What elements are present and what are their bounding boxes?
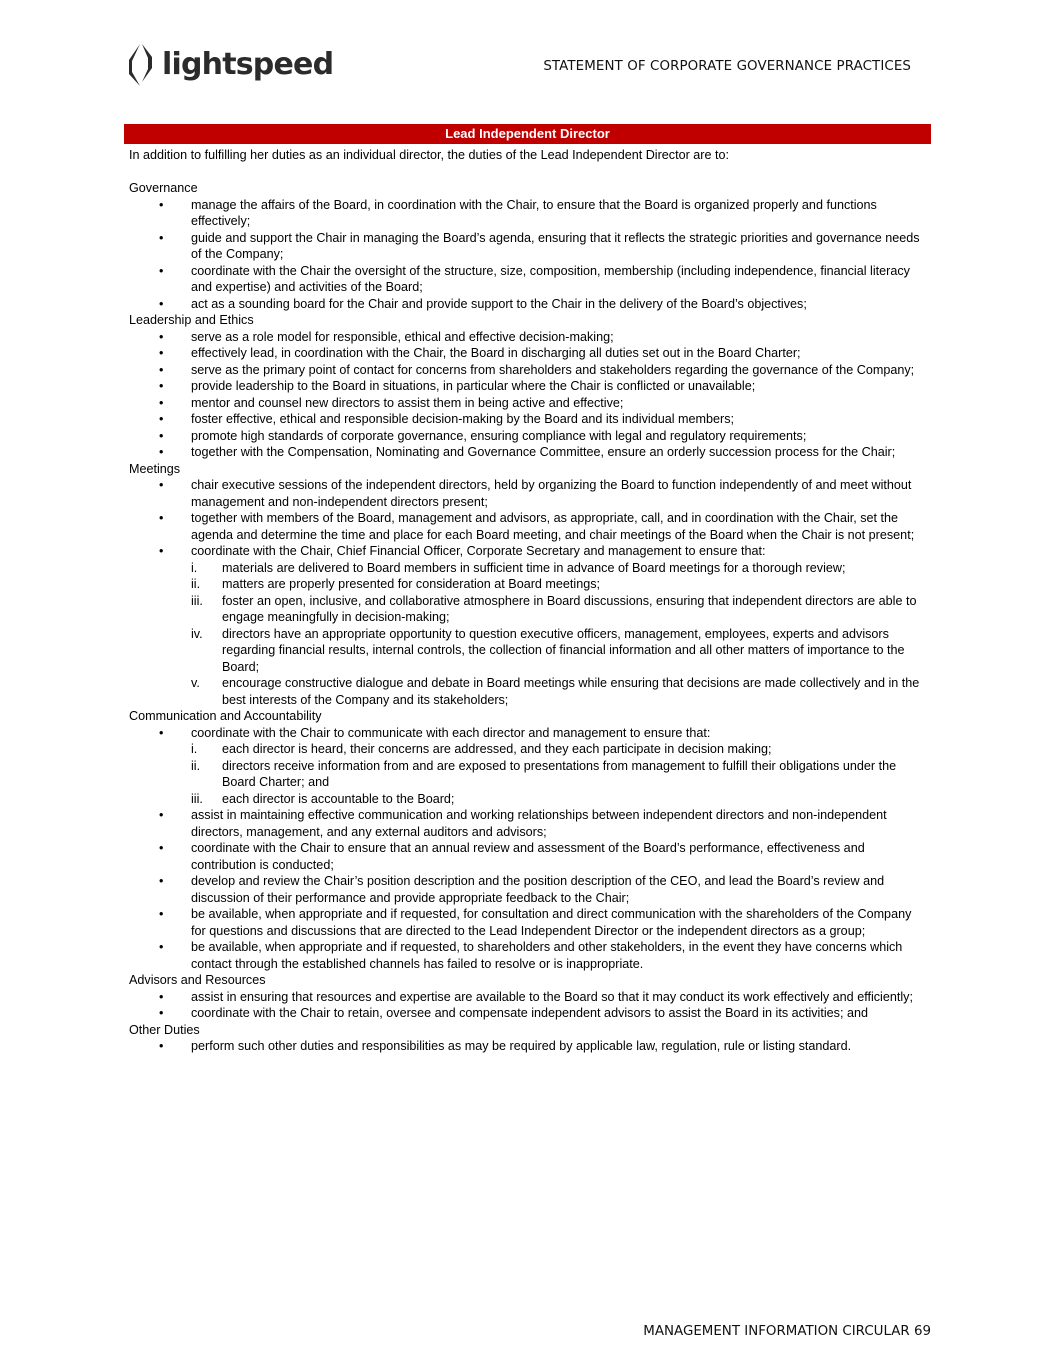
list-item-text: foster effective, ethical and responsible decision-making by the Board and its individual members; (191, 412, 734, 426)
section-heading: Advisors and Resources (129, 973, 266, 987)
list-item (129, 840, 929, 873)
list-item-text: assist in maintaining effective communication and working relationships between independent directors and non-independent directors, management, and any external auditors and advisors; (191, 808, 887, 839)
sublist-item (129, 560, 929, 577)
list-item (129, 906, 929, 939)
list-item (129, 477, 929, 510)
sublist-item-text: directors receive information from and are exposed to presentations from management to fulfill their obligations under the Board Charter; and (222, 758, 897, 789)
roman-numeral: ii. (191, 758, 201, 773)
list-item-text: promote high standards of corporate governance, ensuring compliance with legal and regulatory requirements; (191, 428, 807, 443)
logo-wordmark: lightspeed (162, 47, 334, 82)
list-item-text: effectively lead, in coordination with the Chair, the Board in discharging all duties set out in the Board Charter; (191, 346, 801, 360)
document-body (129, 147, 929, 1055)
list-item-text: mentor and counsel new directors to assist them in being active and effective; (191, 395, 624, 410)
list-item-text: be available, when appropriate and if requested, to shareholders and other stakeholders, in the event they have concerns which contact through the established channels has failed to resolve or is inappropriate. (191, 940, 903, 971)
list-item-text: be available, when appropriate and if requested, for consultation and direct communication with the shareholders of the Company for questions and discussions that are directed to the Lead Independent Director or the independent directors as a group; (191, 907, 912, 938)
bullet-list (129, 197, 929, 313)
roman-numeral: i. (191, 560, 198, 575)
sublist-item (129, 626, 929, 676)
sublist-item-text: materials are delivered to Board members in sufficient time in advance of Board meetings for a thorough review; (222, 560, 846, 575)
sublist-item (129, 675, 929, 708)
list-item (129, 378, 929, 395)
list-item-text: develop and review the Chair’s position description and the position description of the CEO, and lead the Board’s review and discussion of their performance and provide appropriate feedback to the Chair; (191, 874, 885, 905)
list-item (129, 807, 929, 840)
list-item-text: perform such other duties and responsibilities as may be required by applicable law, regulation, rule or listing standard. (191, 1039, 852, 1053)
list-item (129, 411, 929, 428)
roman-numeral: ii. (191, 577, 201, 591)
sublist-item (129, 791, 929, 808)
section-heading: Leadership and Ethics (129, 313, 254, 327)
sublist-item-text: each director is accountable to the Board; (222, 791, 455, 806)
list-item (129, 428, 929, 445)
numbered-sublist (191, 560, 929, 709)
section-heading: Governance (129, 181, 198, 195)
list-item-text: coordinate with the Chair to communicate with each director and management to ensure that: (191, 725, 711, 740)
list-item-text: coordinate with the Chair to ensure that an annual review and assessment of the Board’s performance, effectiveness and contribution is conducted; (191, 841, 865, 872)
section-title-bar: Lead Independent Director (124, 124, 931, 144)
sublist-item-text: encourage constructive dialogue and debate in Board meetings while ensuring that decisions are made collectively and in the best interests of the Company and its stakeholders; (222, 676, 920, 707)
sublist-item-text: matters are properly presented for consideration at Board meetings; (222, 577, 601, 591)
list-item-text: together with the Compensation, Nominating and Governance Committee, ensure an orderly succession process for the Chair; (191, 445, 896, 459)
section-heading: Other Duties (129, 1022, 200, 1037)
list-item (129, 989, 929, 1006)
bullet-list (129, 725, 929, 973)
duty-groups (129, 180, 929, 1055)
list-item (129, 345, 929, 362)
document-title: STATEMENT OF CORPORATE GOVERNANCE PRACTICES (543, 59, 911, 74)
list-item (129, 230, 929, 263)
list-item-text: coordinate with the Chair the oversight of the structure, size, composition, membership (including independence, financial literacy and expertise) and activities of the Board; (191, 263, 910, 294)
roman-numeral: v. (191, 676, 200, 690)
sublist-item (129, 741, 929, 758)
sublist-item-text: foster an open, inclusive, and collaborative atmosphere in Board discussions, ensuring that independent directors are able to engage meaningfully in decision-making; (222, 593, 917, 624)
sublist-item (129, 576, 929, 593)
list-item (129, 1005, 929, 1022)
sublist-item (129, 593, 929, 626)
list-item (129, 873, 929, 906)
list-item (129, 510, 929, 543)
list-item (129, 197, 929, 230)
sublist-item-text: each director is heard, their concerns are addressed, and they each participate in decision making; (222, 742, 772, 756)
list-item (129, 1038, 929, 1055)
list-item-text: together with members of the Board, management and advisors, as appropriate, call, and in coordination with the Chair, set the agenda and determine the time and place for each Board meeting, and chair meetings of the Board when the Chair is not present; (191, 511, 915, 542)
list-item (129, 725, 929, 808)
bullet-list (129, 989, 929, 1022)
list-item-text: guide and support the Chair in managing the Board’s agenda, ensuring that it reflects the strategic priorities and governance needs of the Company; (191, 230, 920, 261)
sublist-item-text: directors have an appropriate opportunity to question executive officers, management, employees, experts and advisors regarding financial results, internal controls, the collection of financial information and all other matters of importance to the Board; (222, 626, 905, 674)
section-heading: Communication and Accountability (129, 709, 322, 723)
bullet-list (129, 1038, 929, 1055)
list-item (129, 543, 929, 708)
list-item-text: assist in ensuring that resources and expertise are available to the Board so that it may conduct its work effectively and efficiently; (191, 989, 913, 1004)
list-item-text: manage the affairs of the Board, in coordination with the Chair, to ensure that the Board is organized properly and functions effectively; (191, 197, 877, 228)
list-item (129, 939, 929, 972)
list-item (129, 329, 929, 346)
list-item (129, 395, 929, 412)
list-item (129, 362, 929, 379)
roman-numeral: iv. (191, 626, 203, 641)
list-item-text: coordinate with the Chair, Chief Financial Officer, Corporate Secretary and management to ensure that: (191, 544, 766, 558)
list-item (129, 444, 929, 461)
bullet-list (129, 477, 929, 708)
roman-numeral: iii. (191, 791, 203, 806)
list-item-text: coordinate with the Chair to retain, oversee and compensate independent advisors to assist the Board in its activities; and (191, 1006, 868, 1020)
company-logo (126, 42, 333, 88)
list-item-text: chair executive sessions of the independent directors, held by organizing the Board to function independently of and meet without management and non-independent directors present; (191, 478, 912, 509)
list-item-text: serve as a role model for responsible, ethical and effective decision-making; (191, 329, 614, 344)
bullet-list (129, 329, 929, 461)
list-item-text: provide leadership to the Board in situations, in particular where the Chair is conflicted or unavailable; (191, 379, 756, 393)
numbered-sublist (191, 741, 929, 807)
roman-numeral: iii. (191, 593, 203, 608)
roman-numeral: i. (191, 742, 198, 756)
list-item (129, 263, 929, 296)
intro-paragraph: In addition to fulfilling her duties as an individual director, the duties of the Lead Independent Director are to: (129, 148, 729, 162)
list-item-text: serve as the primary point of contact for concerns from shareholders and stakeholders regarding the governance of the Company; (191, 362, 915, 377)
section-heading: Meetings (129, 461, 181, 476)
flame-logo-icon (126, 42, 156, 88)
list-item-text: act as a sounding board for the Chair and provide support to the Chair in the delivery of the Board’s objectives; (191, 296, 807, 311)
page-footer: MANAGEMENT INFORMATION CIRCULAR 69 (643, 1324, 931, 1339)
sublist-item (129, 758, 929, 791)
list-item (129, 296, 929, 313)
